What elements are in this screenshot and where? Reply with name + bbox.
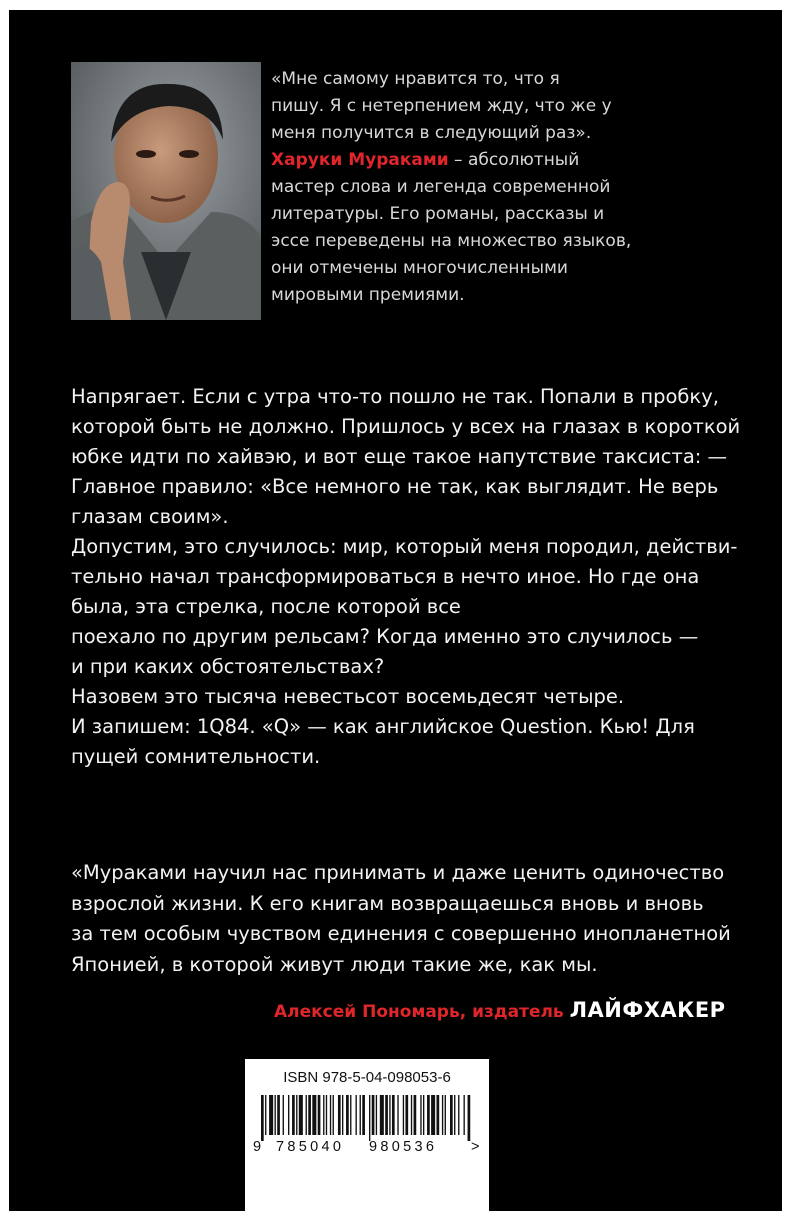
blurb-quote-line: меня получится в следующий раз». bbox=[271, 123, 592, 143]
barcode-bar bbox=[468, 1095, 471, 1141]
barcode-bar bbox=[306, 1095, 307, 1135]
barcode-bar bbox=[372, 1095, 375, 1135]
barcode-bar bbox=[283, 1095, 284, 1135]
barcode-bar bbox=[338, 1095, 341, 1135]
barcode-tail-mark: > bbox=[471, 1139, 480, 1155]
author-portrait-image bbox=[71, 62, 261, 320]
barcode-bar bbox=[326, 1095, 327, 1135]
author-name: Харуки Мураками bbox=[271, 150, 449, 170]
press-quote-line: «Мураками научил нас принимать и даже ценить одиночество bbox=[71, 861, 725, 884]
barcode-bar bbox=[265, 1095, 266, 1135]
blurb-bio-line: мастер слова и легенда современной bbox=[271, 177, 611, 197]
press-quote-line: взрослой жизни. К его книгам возвращаешься вновь и вновь bbox=[71, 891, 704, 915]
barcode-bar bbox=[411, 1095, 412, 1135]
press-quote-line: за тем особым чувством единения с совершенно инопланетной bbox=[71, 922, 731, 945]
barcode-bar bbox=[380, 1095, 384, 1135]
barcode-bar bbox=[445, 1095, 446, 1135]
blurb-bio-line: мировыми премиями. bbox=[271, 285, 465, 305]
barcode-bar bbox=[420, 1095, 421, 1135]
excerpt-line: которой быть не должно. Пришлось у всех на глазах в короткой bbox=[71, 415, 741, 438]
barcode-bar bbox=[346, 1095, 349, 1135]
attribution-name: Алексей Пономарь, издатель bbox=[274, 1002, 570, 1022]
blurb-bio-line: эссе переведены на множество языков, bbox=[271, 231, 632, 251]
blurb-bio-line: они отмечены многочисленными bbox=[271, 258, 568, 278]
barcode-bar bbox=[275, 1095, 276, 1135]
barcode-digit-first: 9 bbox=[253, 1139, 262, 1155]
barcode-bar bbox=[405, 1095, 408, 1135]
barcode-bar bbox=[389, 1095, 390, 1135]
excerpt-line: юбке идти по хайвэю, и вот еще такое напутствие таксиста: — bbox=[71, 445, 728, 468]
barcode-bar bbox=[330, 1095, 331, 1135]
isbn-label: ISBN 978-5-04-098053-6 bbox=[283, 1069, 451, 1086]
quote-attribution bbox=[274, 998, 754, 1024]
barcode-bar bbox=[431, 1095, 435, 1135]
barcode-bar bbox=[376, 1095, 377, 1135]
barcode-bar bbox=[450, 1095, 453, 1135]
barcode-bar bbox=[261, 1095, 264, 1141]
excerpt-line: Допустим, это случилось: мир, который меня породил, действи- bbox=[71, 535, 738, 558]
barcode-bar bbox=[356, 1095, 357, 1135]
excerpt-line: Главное правило: «Все немного не так, как выглядит. Не верь bbox=[71, 475, 719, 498]
barcode-bar bbox=[458, 1095, 459, 1135]
barcode-bar bbox=[360, 1095, 361, 1135]
press-quote bbox=[71, 858, 761, 980]
blurb-quote-line: пишу. Я с нетерпением жду, что же у bbox=[271, 96, 612, 116]
excerpt-line: поехало по другим рельсам? Когда именно это случилось — bbox=[71, 625, 699, 648]
barcode-bar bbox=[437, 1095, 440, 1135]
barcode-bar bbox=[414, 1095, 417, 1135]
excerpt-line: И запишем: 1Q84. «Q» — как английское Question. Кью! Для bbox=[71, 715, 695, 738]
barcode-bar bbox=[318, 1095, 321, 1135]
barcode-bar bbox=[342, 1095, 343, 1135]
isbn-barcode bbox=[245, 1059, 489, 1211]
press-quote-line: Японией, в которой живут люди такие же, как мы. bbox=[71, 952, 598, 976]
blurb-bio-line: литературы. Его романы, рассказы и bbox=[271, 204, 605, 224]
blurb-quote-line: «Мне самому нравится то, что я bbox=[271, 69, 560, 89]
excerpt-line: пущей сомнительности. bbox=[71, 745, 321, 768]
barcode-bar bbox=[403, 1095, 404, 1135]
blurb-bio-first-line bbox=[271, 147, 691, 174]
excerpt-line: глазам своим». bbox=[71, 505, 229, 528]
barcode-bar bbox=[292, 1095, 295, 1135]
barcode-bar bbox=[350, 1095, 351, 1135]
barcode-bar bbox=[385, 1095, 388, 1135]
barcode-bar bbox=[299, 1095, 303, 1135]
barcode-bar bbox=[392, 1095, 395, 1135]
barcode-bar bbox=[454, 1095, 455, 1135]
excerpt-line: Назовем это тысяча невестьсот восемьдесят четыре. bbox=[71, 685, 625, 708]
barcode-bar bbox=[333, 1095, 334, 1135]
excerpt-line: Напрягает. Если с утра что-то пошло не так. Попали в пробку, bbox=[71, 385, 719, 408]
excerpt-line: была, эта стрелка, после которой все bbox=[71, 595, 461, 618]
book-excerpt bbox=[71, 382, 751, 772]
barcode-bar bbox=[442, 1095, 443, 1135]
barcode-bar bbox=[323, 1095, 324, 1135]
barcode-bar bbox=[296, 1095, 297, 1135]
barcode-bar bbox=[427, 1095, 430, 1135]
barcode-digit-group: 980536 bbox=[369, 1139, 438, 1155]
barcode-bar bbox=[269, 1095, 273, 1135]
barcode-digit-group: 785040 bbox=[276, 1139, 345, 1155]
barcode-bar bbox=[369, 1095, 370, 1141]
excerpt-line: тельно начал трансформироваться в нечто иное. Но где она bbox=[71, 565, 700, 588]
bio-first-text: – абсолютный bbox=[448, 150, 580, 170]
barcode-bar bbox=[423, 1095, 424, 1135]
barcode-bar bbox=[362, 1095, 365, 1135]
barcode-bar bbox=[464, 1095, 465, 1135]
barcode-bars bbox=[261, 1095, 473, 1141]
barcode-bar bbox=[308, 1095, 311, 1135]
lifehacker-logo: ЛАЙФХАКЕР bbox=[569, 998, 726, 1022]
excerpt-line: и при каких обстоятельствах? bbox=[71, 655, 385, 678]
author-blurb bbox=[271, 66, 691, 309]
barcode-bar bbox=[277, 1095, 280, 1135]
barcode-bar bbox=[397, 1095, 398, 1135]
barcode-bar bbox=[312, 1095, 316, 1135]
book-back-cover bbox=[9, 10, 782, 1211]
barcode-bar bbox=[288, 1095, 289, 1135]
